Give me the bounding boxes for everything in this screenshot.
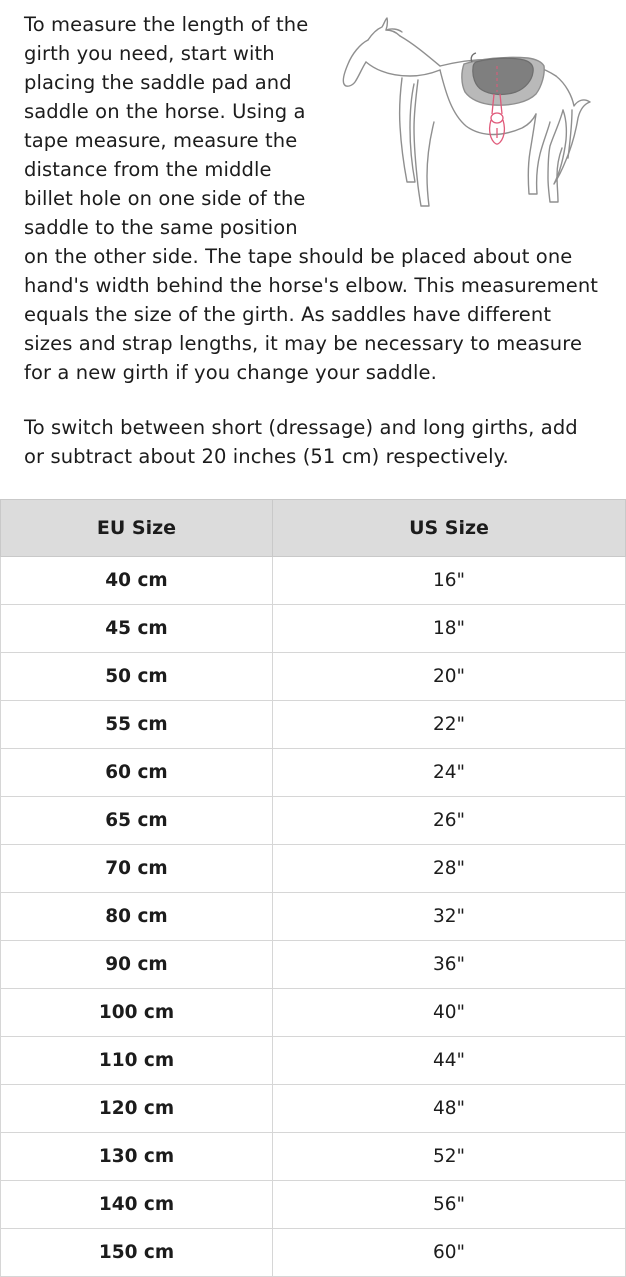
- cell-us-size: 48": [273, 1085, 626, 1133]
- cell-us-size: 36": [273, 941, 626, 989]
- cell-eu-size: 70 cm: [1, 845, 273, 893]
- intro-paragraph-1: To measure the length of the girth you need, start with placing the saddle pad and saddle on the horse. Using a tape measure, measure the distance from the middle billet hole on one side of the saddle to the same position on the other side. The tape should be placed about one hand's width behind the horse's elbow. This measurement equals the size of the girth. As saddles have different sizes and strap lengths, it may be necessary to measure for a new girth if you change your saddle.: [24, 13, 599, 384]
- cell-us-size: 28": [273, 845, 626, 893]
- column-header-eu-size: EU Size: [1, 500, 273, 557]
- table-row: [1, 749, 626, 797]
- cell-eu-size: 60 cm: [1, 749, 273, 797]
- cell-eu-size: 140 cm: [1, 1181, 273, 1229]
- cell-eu-size: 100 cm: [1, 989, 273, 1037]
- cell-eu-size: 90 cm: [1, 941, 273, 989]
- table-row: [1, 1037, 626, 1085]
- table-header-row: [1, 500, 626, 557]
- cell-us-size: 26": [273, 797, 626, 845]
- cell-eu-size: 65 cm: [1, 797, 273, 845]
- column-header-us-size: US Size: [273, 500, 626, 557]
- cell-eu-size: 110 cm: [1, 1037, 273, 1085]
- horse-with-saddle-illustration: [322, 10, 602, 215]
- cell-us-size: 60": [273, 1229, 626, 1277]
- intro-section: [0, 0, 626, 471]
- cell-us-size: 22": [273, 701, 626, 749]
- table-row: [1, 1085, 626, 1133]
- cell-eu-size: 55 cm: [1, 701, 273, 749]
- table-row: [1, 557, 626, 605]
- table-row: [1, 605, 626, 653]
- cell-us-size: 18": [273, 605, 626, 653]
- cell-us-size: 24": [273, 749, 626, 797]
- intro-paragraph-2: To switch between short (dressage) and long girths, add or subtract about 20 inches (51 cm) respectively.: [24, 416, 578, 468]
- cell-eu-size: 130 cm: [1, 1133, 273, 1181]
- cell-eu-size: 120 cm: [1, 1085, 273, 1133]
- table-row: [1, 653, 626, 701]
- table-row: [1, 1229, 626, 1277]
- cell-eu-size: 80 cm: [1, 893, 273, 941]
- table-row: [1, 797, 626, 845]
- cell-us-size: 16": [273, 557, 626, 605]
- table-row: [1, 989, 626, 1037]
- cell-us-size: 40": [273, 989, 626, 1037]
- cell-us-size: 52": [273, 1133, 626, 1181]
- table-row: [1, 893, 626, 941]
- table-body: [1, 557, 626, 1277]
- cell-us-size: 56": [273, 1181, 626, 1229]
- cell-eu-size: 40 cm: [1, 557, 273, 605]
- table-row: [1, 701, 626, 749]
- cell-eu-size: 50 cm: [1, 653, 273, 701]
- cell-us-size: 32": [273, 893, 626, 941]
- table-row: [1, 941, 626, 989]
- cell-eu-size: 45 cm: [1, 605, 273, 653]
- table-row: [1, 845, 626, 893]
- table-row: [1, 1133, 626, 1181]
- cell-eu-size: 150 cm: [1, 1229, 273, 1277]
- table-row: [1, 1181, 626, 1229]
- cell-us-size: 44": [273, 1037, 626, 1085]
- size-conversion-table: [0, 499, 626, 1277]
- cell-us-size: 20": [273, 653, 626, 701]
